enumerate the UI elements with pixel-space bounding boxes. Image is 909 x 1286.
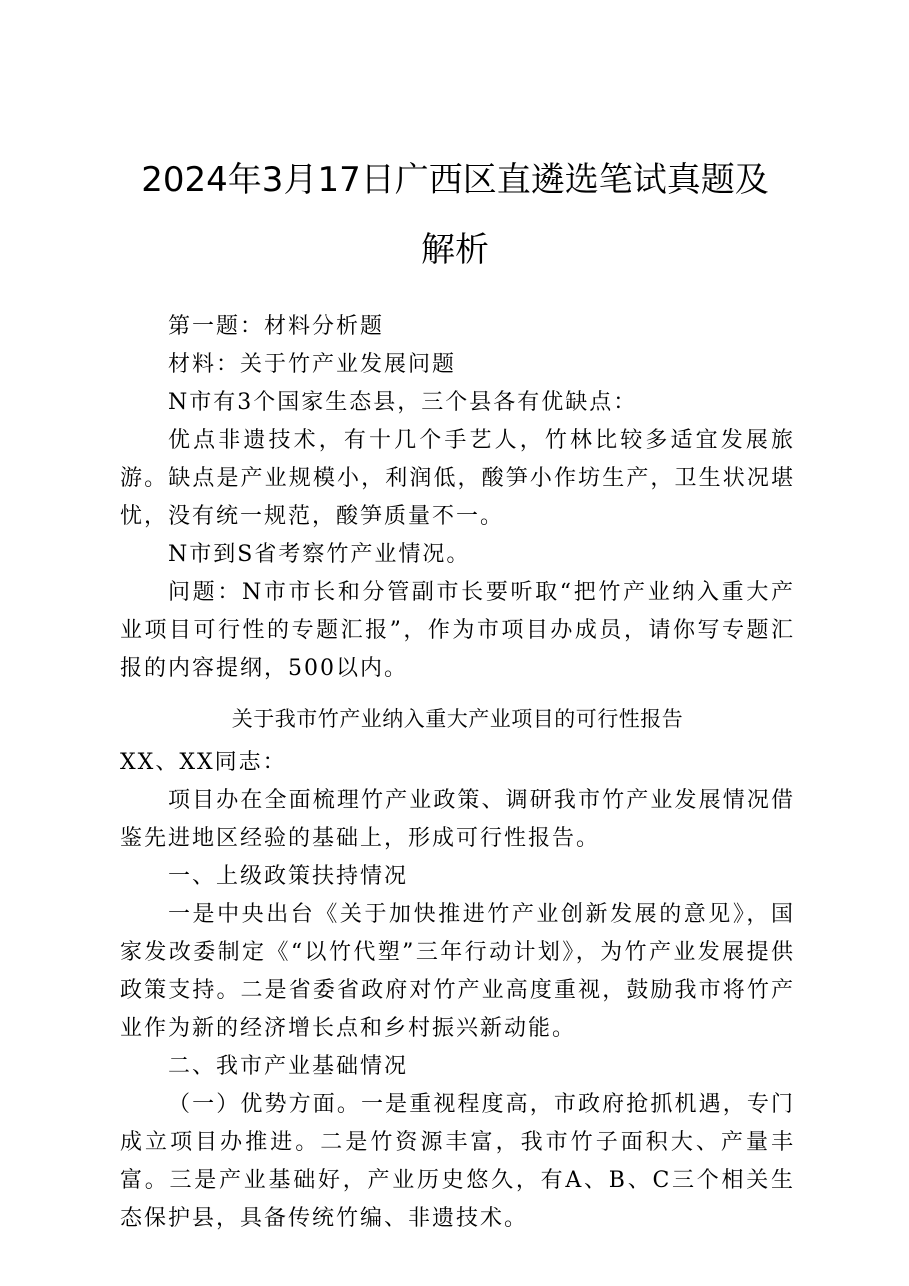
- report-paragraph: 项目办在全面梳理竹产业政策、调研我市竹产业发展情况借鉴先进地区经验的基础上，形成可行性报告。: [120, 788, 795, 851]
- report-paragraph: （一）优势方面。一是重视程度高，市政府抢抓机遇，专门成立项目办推进。二是竹资源丰富，我市竹子面积大、产量丰富。三是产业基础好，产业历史悠久，有A、B、C三个相关生态保护县，具备传统竹编、非遗技术。: [120, 1092, 795, 1231]
- report-paragraph: 一是中央出台《关于加快推进竹产业创新发展的意见》，国家发改委制定《“以竹代塑”三年行动计划》，为竹产业发展提供政策支持。二是省委省政府对竹产业高度重视，鼓励我市将竹产业作为新的经济增长点和乡村振兴新动能。: [120, 902, 795, 1041]
- document-body: [120, 308, 795, 1238]
- document-title-line-2: 解析: [421, 230, 489, 270]
- question-heading: 第一题：材料分析题: [168, 314, 385, 339]
- report-title: 关于我市竹产业纳入重大产业项目的可行性报告: [231, 707, 684, 731]
- material-paragraph: N市有3个国家生态县，三个县各有优缺点：: [168, 390, 638, 415]
- material-paragraph: 优点非遗技术，有十几个手艺人，竹林比较多适宜发展旅游。缺点是产业规模小，利润低，酸笋小作坊生产，卫生状况堪忧，没有统一规范，酸笋质量不一。: [120, 428, 795, 529]
- section-heading: 一、上级政策扶持情况: [168, 864, 409, 889]
- section-heading: 二、我市产业基础情况: [168, 1054, 409, 1079]
- document-title-line-1: 2024年3月17日广西区直遴选笔试真题及: [141, 160, 769, 200]
- question-paragraph: 问题：N市市长和分管副市长要听取“把竹产业纳入重大产业项目可行性的专题汇报”，作为市项目办成员，请你写专题汇报的内容提纲，500以内。: [120, 580, 795, 681]
- material-heading: 材料：关于竹产业发展问题: [168, 352, 457, 377]
- salutation: XX、XX同志：: [120, 750, 287, 775]
- material-paragraph: N市到S省考察竹产业情况。: [168, 542, 471, 567]
